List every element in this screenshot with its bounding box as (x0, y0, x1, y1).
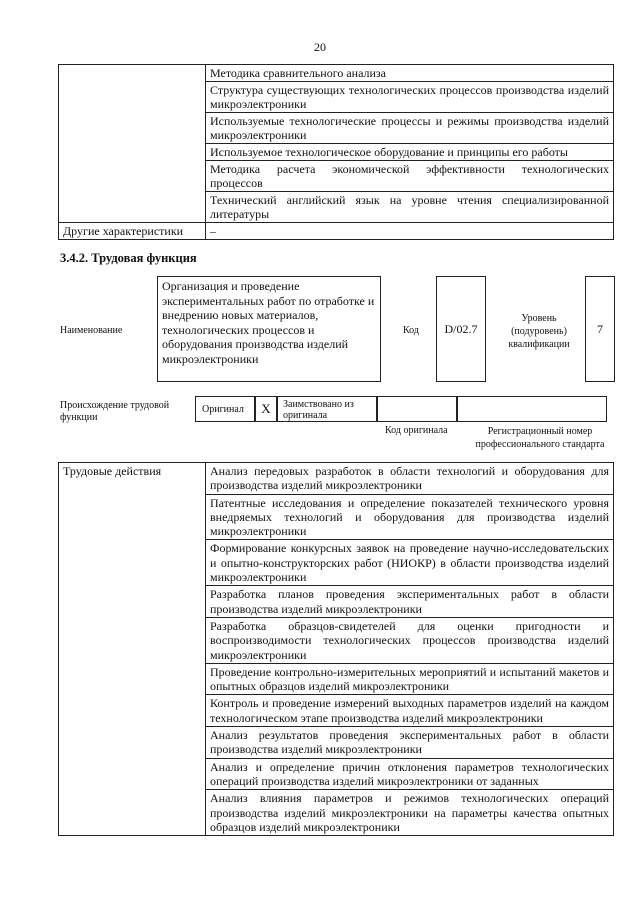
table-row (59, 65, 614, 82)
function-code-box: D/02.7 (436, 276, 486, 382)
table-cell: Методика расчета экономической эффективности технологических процессов (206, 161, 614, 192)
labor-action-item: Формирование конкурсных заявок на проведение научно-исследовательских и опытно-конструкторских работ (НИОКР) в области производства изделий микроэлектроники (206, 540, 614, 586)
table-cell: Технический английский язык на уровне чтения специализированной литературы (206, 192, 614, 223)
labor-action-item: Патентные исследования и определение показателей технического уровня внедряемых технологий и оборудования для производства изделий микроэлектроники (206, 494, 614, 540)
knowledge-table (58, 64, 614, 240)
labor-action-item: Разработка образцов-свидетелей для оценки пригодности и воспроизводимости технологических процессов производства изделий микроэлектроники (206, 617, 614, 663)
code-original-caption: Код оригинала (385, 425, 448, 436)
section-title: 3.4.2. Трудовая функция (60, 251, 197, 265)
reg-number-cell (457, 396, 607, 422)
table-cell-left (59, 65, 206, 223)
labor-action-item: Анализ передовых разработок в области технологий и оборудования для производства изделий микроэлектроники (206, 463, 614, 495)
page-number: 20 (314, 40, 326, 54)
function-name-box: Организация и проведение экспериментальных работ по отработке и внедрению новых материалов, технологических процессов и оборудования производства изделий микроэлектроники (157, 276, 381, 382)
borrowed-label: Заимствовано из оригинала (277, 396, 377, 422)
labor-action-item: Анализ результатов проведения экспериментальных работ в области производства изделий микроэлектроники (206, 727, 614, 759)
original-mark: X (255, 396, 277, 422)
qualification-level-label: Уровень (подуровень) квалификации (508, 313, 570, 350)
table-cell: Используемые технологические процессы и режимы производства изделий микроэлектроники (206, 113, 614, 144)
labor-action-item: Проведение контрольно-измерительных мероприятий и испытаний макетов и опытных образцов изделий микроэлектроники (206, 663, 614, 695)
table-row (59, 463, 614, 495)
origin-row (195, 396, 607, 422)
labor-action-item: Анализ влияния параметров и режимов технологических операций производства изделий микроэлектроники на параметры качества опытных образцов изделий микроэлектроники (206, 790, 614, 836)
code-original-cell (377, 396, 457, 422)
table-cell: Методика сравнительного анализа (206, 65, 614, 82)
other-characteristics-label: Другие характеристики (59, 223, 206, 240)
code-label: Код (403, 325, 419, 336)
labor-actions-table (58, 462, 614, 836)
table-cell: Используемое технологическое оборудование и принципы его работы (206, 144, 614, 161)
qualification-level-box: 7 (585, 276, 615, 382)
labor-action-item: Анализ и определение причин отклонения параметров технологических операций производства изделий микроэлектроники от заданных (206, 758, 614, 790)
labor-action-item: Контроль и проведение измерений выходных параметров изделий на каждом технологическом этапе производства изделий микроэлектроники (206, 695, 614, 727)
labor-actions-label: Трудовые действия (59, 463, 206, 836)
name-label: Наименование (60, 325, 123, 336)
table-cell: Структура существующих технологических процессов производства изделий микроэлектроники (206, 82, 614, 113)
reg-number-caption: Регистрационный номер профессионального стандарта (475, 426, 605, 450)
other-characteristics-value: – (206, 223, 614, 240)
labor-action-item: Разработка планов проведения экспериментальных работ в области производства изделий микроэлектроники (206, 586, 614, 618)
origin-label: Происхождение трудовой функции (60, 400, 170, 423)
table-row (59, 223, 614, 240)
original-label: Оригинал (195, 396, 255, 422)
